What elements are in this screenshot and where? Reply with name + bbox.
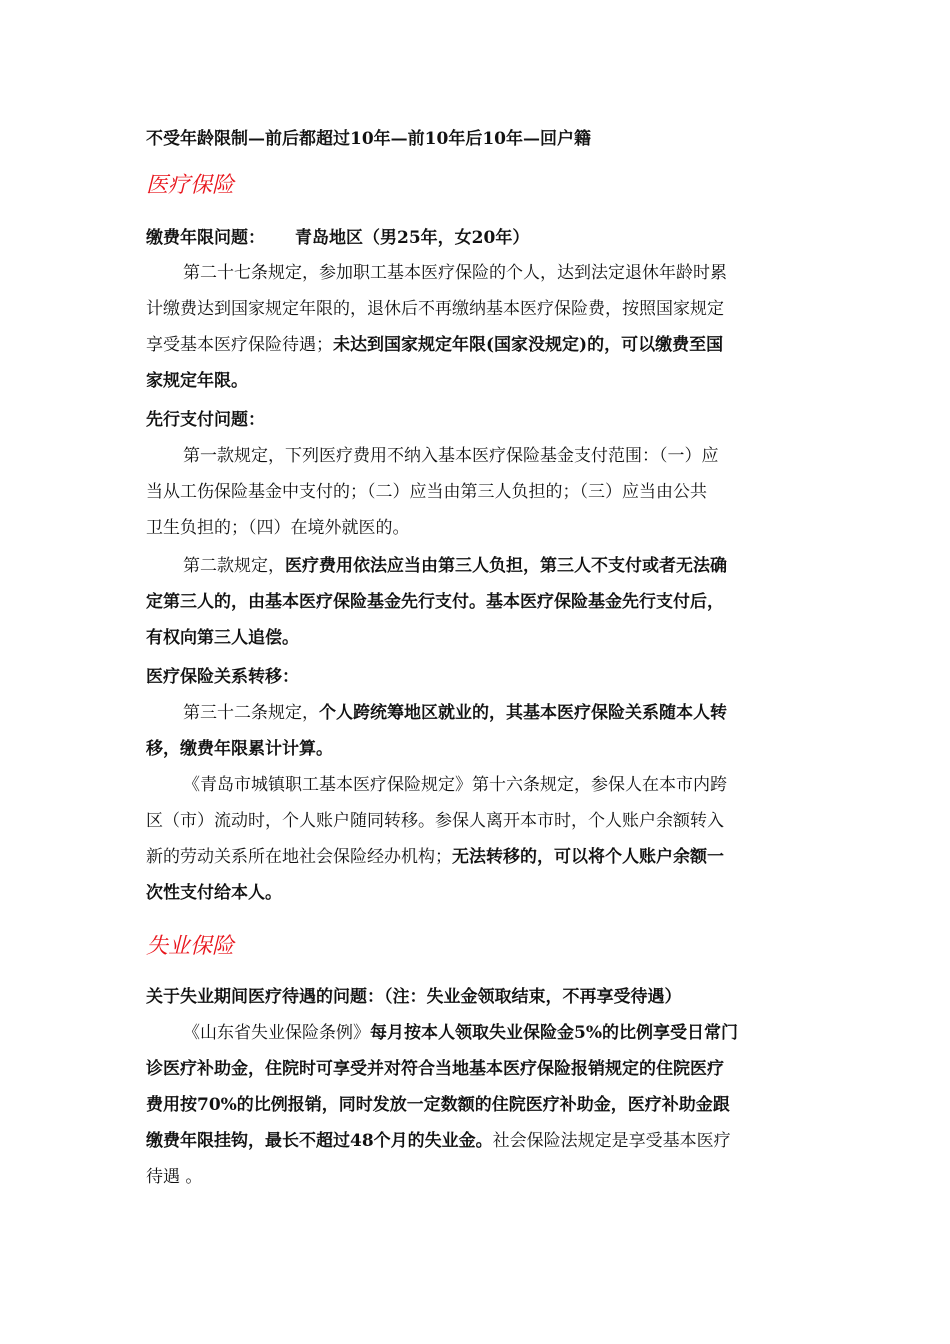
text-run: 社会保险法规定是享受基本医疗	[492, 1131, 731, 1151]
bold-text-run: 无法转移的，可以将个人账户余额一	[452, 847, 724, 867]
bold-text-run: 每月按本人领取失业保险金5%的比例享受日常门	[370, 1023, 738, 1043]
paragraph-line: 计缴费达到国家规定年限的，退休后不再缴纳基本医疗保险费，按照国家规定	[146, 299, 724, 319]
paragraph-line	[146, 334, 723, 356]
paragraph-line	[146, 846, 724, 868]
unemployment-insurance-heading: 失业保险	[146, 934, 235, 959]
paragraph-line: 次性支付给本人。	[146, 883, 282, 903]
intro-line: 不受年龄限制—前后都超过10年—前10年后10年—回户籍	[146, 129, 591, 149]
text-run: 第三十二条规定，	[183, 703, 319, 723]
paragraph-line: 第一款规定，下列医疗费用不纳入基本医疗保险基金支付范围：（一）应	[183, 446, 719, 466]
bold-text-run: 未达到国家规定年限(国家没规定)的，可以缴费至国	[333, 335, 724, 355]
paragraph-line: 诊医疗补助金，住院时可享受并对符合当地基本医疗保险报销规定的住院医疗	[146, 1059, 724, 1079]
payment-years-title: 缴费年限问题：	[146, 228, 265, 248]
paragraph-line: 第二十七条规定，参加职工基本医疗保险的个人，达到法定退休年龄时累	[183, 263, 727, 283]
paragraph-line	[146, 1130, 731, 1152]
paragraph-line: 《青岛市城镇职工基本医疗保险规定》第十六条规定，参保人在本市内跨	[183, 775, 727, 795]
medical-insurance-heading: 医疗保险	[146, 173, 235, 198]
paragraph-line	[183, 1022, 738, 1044]
paragraph-line: 费用按70%的比例报销，同时发放一定数额的住院医疗补助金，医疗补助金跟	[146, 1095, 730, 1115]
bold-text-run: 个人跨统筹地区就业的，其基本医疗保险关系随本人转	[319, 703, 727, 723]
unemployment-title: 关于失业期间医疗待遇的问题：（注：失业金领取结束，不再享受待遇）	[146, 987, 682, 1007]
advance-payment-title: 先行支付问题：	[146, 410, 265, 430]
paragraph-line: 家规定年限。	[146, 371, 248, 391]
bold-text-run: 医疗费用依法应当由第三人负担，第三人不支付或者无法确	[285, 556, 727, 576]
paragraph-line: 有权向第三人追偿。	[146, 628, 299, 648]
paragraph-line	[183, 702, 727, 724]
bold-text-run: 缴费年限挂钩，最长不超过48个月的失业金。	[146, 1131, 493, 1151]
paragraph-line	[183, 555, 727, 577]
paragraph-line: 移，缴费年限累计计算。	[146, 739, 333, 759]
text-run: 第二款规定，	[183, 556, 285, 576]
payment-years-title-line	[146, 227, 529, 249]
transfer-title: 医疗保险关系转移：	[146, 667, 299, 687]
paragraph-line: 卫生负担的；（四）在境外就医的。	[146, 518, 410, 538]
payment-years-region: 青岛地区（男25年，女20年）	[295, 228, 530, 248]
text-run: 享受基本医疗保险待遇；	[146, 335, 333, 355]
text-run: 新的劳动关系所在地社会保险经办机构；	[146, 847, 452, 867]
paragraph-line: 定第三人的，由基本医疗保险基金先行支付。基本医疗保险基金先行支付后，	[146, 592, 724, 612]
text-run: 《山东省失业保险条例》	[183, 1023, 370, 1043]
paragraph-line: 待遇 。	[146, 1167, 203, 1187]
paragraph-line: 区（市）流动时，个人账户随同转移。参保人离开本市时，个人账户余额转入	[146, 811, 724, 831]
paragraph-line: 当从工伤保险基金中支付的；（二）应当由第三人负担的；（三）应当由公共	[146, 482, 707, 502]
